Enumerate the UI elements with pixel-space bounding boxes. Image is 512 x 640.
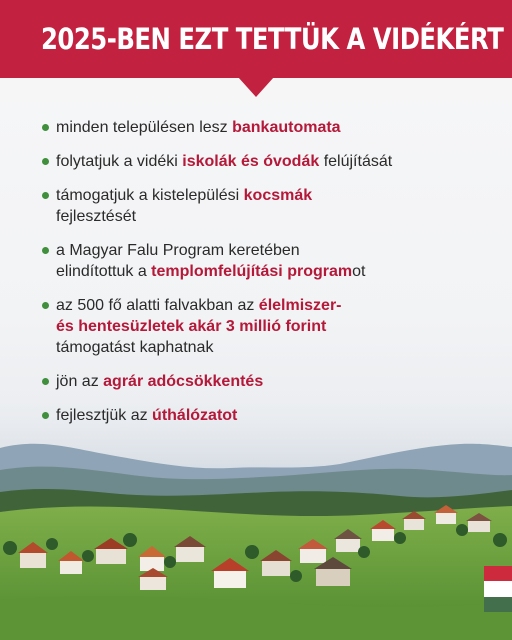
highlight-text: úthálózatot <box>152 407 238 424</box>
item-text: folytatjuk a vidéki <box>56 153 183 170</box>
highlight-text: kocsmák <box>243 187 313 204</box>
bullet-icon <box>42 378 49 385</box>
bullet-icon <box>42 192 49 199</box>
header-notch <box>238 77 274 97</box>
list-item <box>56 295 496 358</box>
bullet-icon <box>42 158 49 165</box>
highlight-text: és hentesüzletek akár 3 millió forint <box>56 318 327 335</box>
list-item <box>56 117 496 138</box>
highlight-text: agrár adócsökkentés <box>103 373 264 390</box>
bullet-icon <box>42 124 49 131</box>
item-text: minden településen lesz <box>56 119 233 136</box>
list-item <box>56 240 496 282</box>
bullet-icon <box>42 412 49 419</box>
bullet-icon <box>42 302 49 309</box>
item-text: támogatjuk a kistelepülési <box>56 187 244 204</box>
highlight-text: templomfelújítási program <box>151 263 353 280</box>
hungarian-flag-icon <box>484 566 512 612</box>
item-text: elindítottuk a <box>56 263 152 280</box>
list-item <box>56 185 496 227</box>
flag-stripe-red <box>484 566 512 581</box>
item-text: fejlesztését <box>56 208 137 225</box>
list-item <box>56 151 496 172</box>
highlight-text: élelmiszer- <box>258 297 342 314</box>
item-text: ot <box>352 263 366 280</box>
list-item <box>56 405 496 426</box>
highlight-text: bankautomata <box>232 119 341 136</box>
flag-stripe-white <box>484 581 512 596</box>
achievements-list <box>56 117 496 439</box>
item-text: az 500 fő alatti falvakban az <box>56 297 259 314</box>
list-item <box>56 371 496 392</box>
item-text: felújítását <box>319 153 393 170</box>
item-text: jön az <box>56 373 104 390</box>
item-text: fejlesztjük az <box>56 407 153 424</box>
item-text: támogatást kaphatnak <box>56 339 214 356</box>
highlight-text: iskolák és óvodák <box>182 153 320 170</box>
flag-stripe-green <box>484 597 512 612</box>
bullet-icon <box>42 247 49 254</box>
item-text: a Magyar Falu Program keretében <box>56 242 300 259</box>
page-title: 2025-BEN EZT TETTÜK A VIDÉKÉRT <box>40 22 504 56</box>
